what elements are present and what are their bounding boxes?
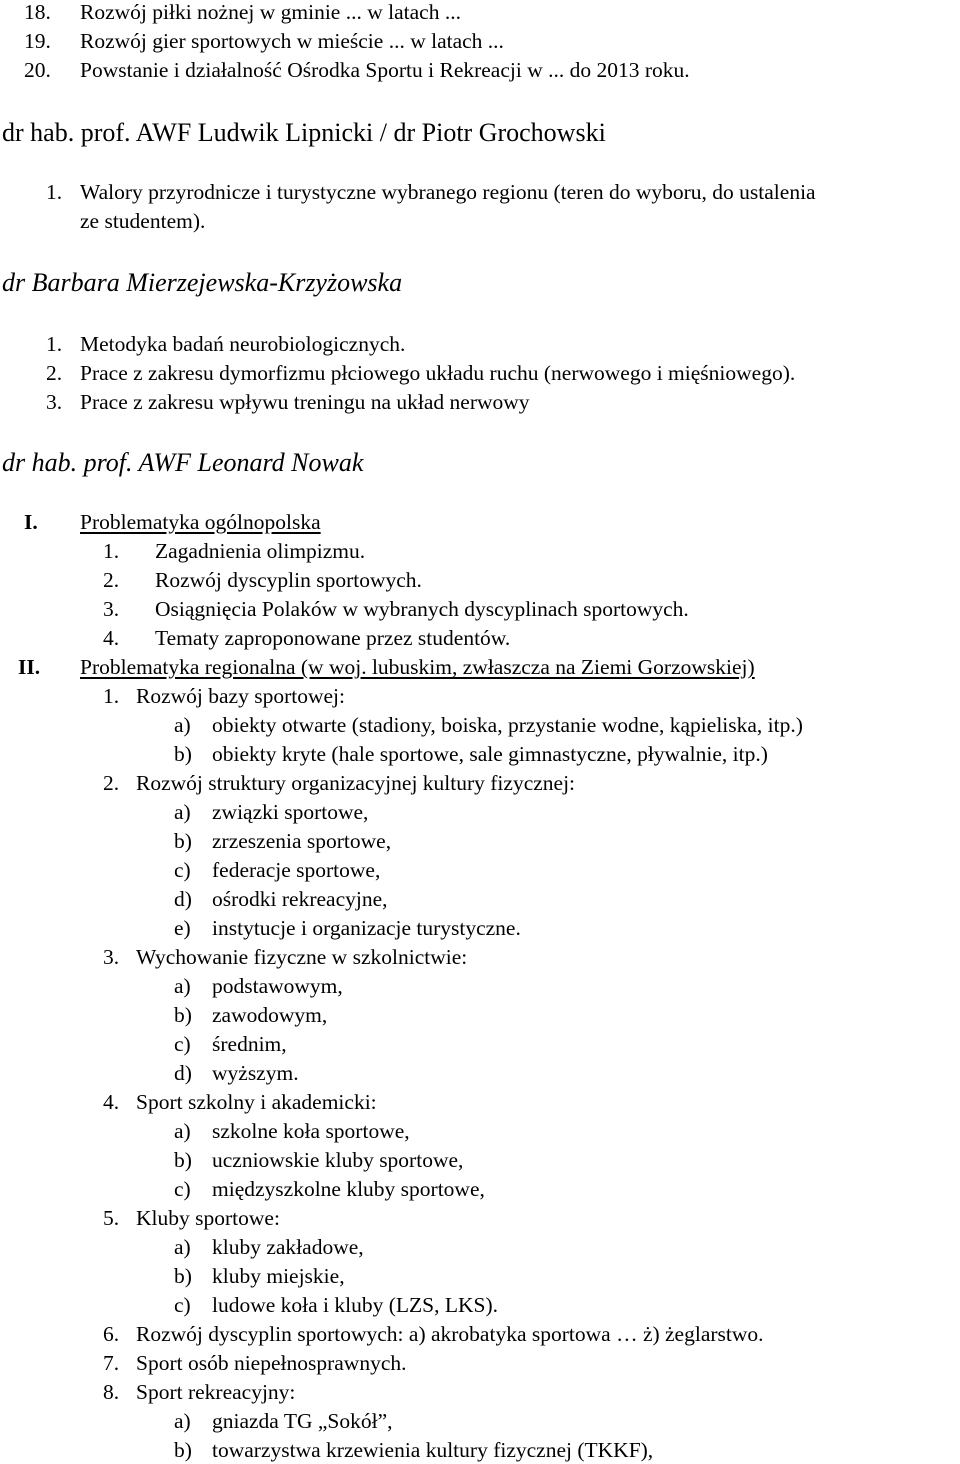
sub-item: kluby miejskie, (212, 1264, 345, 1288)
list-item: Sport szkolny i akademicki: (136, 1090, 377, 1114)
sub-letter: a) (174, 713, 191, 737)
sub-letter: c) (174, 858, 191, 882)
sub-item: instytucje i organizacje turystyczne. (212, 916, 521, 940)
subsection-title: Problematyka ogólnopolska (80, 510, 321, 534)
list-item: Rozwój dyscyplin sportowych. (155, 568, 422, 592)
list-item: Sport osób niepełnosprawnych. (136, 1351, 407, 1375)
list-item: Rozwój bazy sportowej: (136, 684, 345, 708)
sub-letter: c) (174, 1032, 191, 1056)
list-number: 20. (24, 58, 51, 82)
list-number: 19. (24, 29, 51, 53)
sub-letter: b) (174, 829, 192, 853)
sub-item: gniazda TG „Sokół”, (212, 1409, 393, 1433)
list-number: 7. (103, 1351, 120, 1375)
subsection-title: Problematyka regionalna (w woj. lubuskim, zwłaszcza na Ziemi Gorzowskiej) (80, 655, 755, 679)
list-item: Rozwój dyscyplin sportowych: a) akrobatyka sportowa … ż) żeglarstwo. (136, 1322, 764, 1346)
section-heading: dr Barbara Mierzejewska-Krzyżowska (2, 268, 403, 297)
sub-item: średnim, (212, 1032, 287, 1056)
list-item: Rozwój gier sportowych w mieście ... w latach ... (80, 29, 504, 53)
sub-item: obiekty kryte (hale sportowe, sale gimnastyczne, pływalnie, itp.) (212, 742, 768, 766)
sub-item: podstawowym, (212, 974, 343, 998)
list-number: 1. (103, 684, 120, 708)
list-item: Rozwój struktury organizacyjnej kultury fizycznej: (136, 771, 576, 795)
list-item: Sport rekreacyjny: (136, 1380, 296, 1404)
sub-letter: d) (174, 1061, 192, 1085)
list-item: Rozwój piłki nożnej w gminie ... w latach ... (80, 0, 461, 24)
section-heading: dr hab. prof. AWF Leonard Nowak (2, 448, 364, 477)
sub-letter: a) (174, 1235, 191, 1259)
list-item: Metodyka badań neurobiologicznych. (80, 332, 406, 356)
list-item: Prace z zakresu wpływu treningu na układ nerwowy (80, 390, 530, 414)
sub-letter: b) (174, 742, 192, 766)
sub-letter: a) (174, 1409, 191, 1433)
sub-item: ośrodki rekreacyjne, (212, 887, 388, 911)
sub-letter: b) (174, 1148, 192, 1172)
list-number: 6. (103, 1322, 120, 1346)
sub-item: zrzeszenia sportowe, (212, 829, 392, 853)
sub-item: uczniowskie kluby sportowe, (212, 1148, 464, 1172)
list-number: 3. (46, 390, 63, 414)
sub-item: wyższym. (212, 1061, 299, 1085)
list-number: 1. (46, 332, 63, 356)
list-number: 4. (103, 1090, 120, 1114)
list-number: 2. (103, 771, 120, 795)
list-number: 1. (46, 180, 63, 204)
list-item: Prace z zakresu dymorfizmu płciowego układu ruchu (nerwowego i mięśniowego). (80, 361, 796, 385)
sub-letter: b) (174, 1003, 192, 1027)
sub-letter: c) (174, 1293, 191, 1317)
sub-letter: a) (174, 974, 191, 998)
list-item: Powstanie i działalność Ośrodka Sportu i Rekreacji w ... do 2013 roku. (80, 58, 690, 82)
list-item: Wychowanie fizyczne w szkolnictwie: (136, 945, 468, 969)
roman-numeral: II. (18, 655, 41, 679)
sub-item: zawodowym, (212, 1003, 328, 1027)
list-number: 4. (103, 626, 120, 650)
list-item: Osiągnięcia Polaków w wybranych dyscyplinach sportowych. (155, 597, 689, 621)
sub-letter: b) (174, 1438, 192, 1462)
section-heading: dr hab. prof. AWF Ludwik Lipnicki / dr Piotr Grochowski (2, 118, 606, 147)
sub-letter: c) (174, 1177, 191, 1201)
list-item: Tematy zaproponowane przez studentów. (155, 626, 511, 650)
sub-item: związki sportowe, (212, 800, 369, 824)
list-item-continuation: ze studentem). (80, 209, 206, 233)
sub-item: międzyszkolne kluby sportowe, (212, 1177, 485, 1201)
list-item: Zagadnienia olimpizmu. (155, 539, 366, 563)
sub-letter: b) (174, 1264, 192, 1288)
sub-letter: a) (174, 800, 191, 824)
roman-numeral: I. (24, 510, 38, 534)
list-number: 18. (24, 0, 51, 24)
sub-item: obiekty otwarte (stadiony, boiska, przystanie wodne, kąpieliska, itp.) (212, 713, 803, 737)
list-number: 8. (103, 1380, 120, 1404)
sub-item: ludowe koła i kluby (LZS, LKS). (212, 1293, 499, 1317)
sub-letter: e) (174, 916, 191, 940)
list-number: 2. (46, 361, 63, 385)
list-number: 1. (103, 539, 120, 563)
sub-letter: a) (174, 1119, 191, 1143)
list-number: 3. (103, 945, 120, 969)
sub-item: federacje sportowe, (212, 858, 381, 882)
list-item: Kluby sportowe: (136, 1206, 280, 1230)
sub-item: towarzystwa krzewienia kultury fizycznej (TKKF), (212, 1438, 654, 1462)
sub-letter: d) (174, 887, 192, 911)
list-number: 2. (103, 568, 120, 592)
list-item: Walory przyrodnicze i turystyczne wybranego regionu (teren do wyboru, do ustalenia (80, 180, 816, 204)
list-number: 5. (103, 1206, 120, 1230)
sub-item: kluby zakładowe, (212, 1235, 364, 1259)
sub-item: szkolne koła sportowe, (212, 1119, 410, 1143)
list-number: 3. (103, 597, 120, 621)
